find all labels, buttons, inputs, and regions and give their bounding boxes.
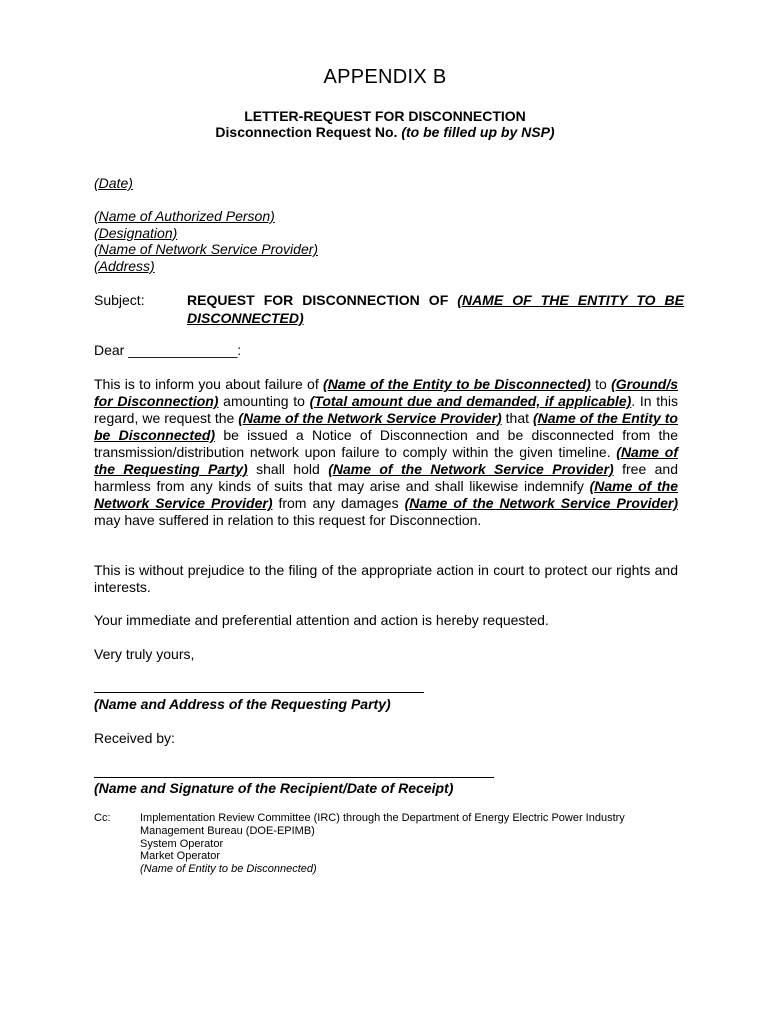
p1-text: . In this regard, we request the (94, 393, 679, 426)
provider-placeholder: (Name of the Network Service Provider) (238, 410, 502, 426)
requesting-party-caption: (Name and Address of the Requesting Party) (94, 696, 391, 712)
provider-placeholder: (Name of the Network Service Provider) (328, 461, 614, 477)
provider-placeholder: (Name of the Network Service Provider) (94, 478, 678, 511)
body-paragraph-3: Your immediate and preferential attention and action is hereby requested. (94, 612, 549, 628)
appendix-heading: APPENDIX B (323, 66, 447, 88)
p1-text: be issued a Notice of Disconnection and be disconnected from the transmission/distribution network upon failure to comply within the given timeline. (94, 427, 678, 460)
recipient-caption: (Name and Signature of the Recipient/Date of Receipt) (94, 780, 454, 796)
amount-placeholder: (Total amount due and demanded, if applicable) (309, 393, 632, 409)
request-number-line (0, 124, 770, 140)
closing: Very truly yours, (94, 646, 195, 662)
cc-label: Cc: (94, 812, 111, 824)
p1-text: that (501, 410, 533, 426)
subject-prefix: REQUEST FOR DISCONNECTION OF (187, 292, 458, 308)
entity-placeholder: (Name of the Entity to be Disconnected) (94, 410, 678, 443)
cc-list (140, 812, 674, 876)
p1-text: from any damages (272, 495, 405, 511)
subject-entity: (NAME OF THE ENTITY TO BE DISCONNECTED) (187, 292, 684, 326)
p1-text: This is to inform you about failure of (94, 376, 324, 392)
cc-item: Market Operator (140, 850, 221, 863)
p1-text: shall hold (247, 461, 329, 477)
body-paragraph-2: This is without prejudice to the filing of the appropriate action in court to protect our rights and interests. (94, 562, 678, 595)
subject-label: Subject: (94, 292, 145, 308)
signature-line-recipient (94, 777, 494, 778)
p1-text: may have suffered in relation to this request for Disconnection. (94, 512, 482, 528)
addressee-address: (Address) (94, 257, 155, 274)
cc-item: System Operator (140, 837, 224, 850)
addressee-provider: (Name of Network Service Provider) (94, 241, 319, 257)
signature-line-requesting-party (94, 692, 424, 693)
salutation: Dear ______________: (94, 342, 242, 358)
subject-text (187, 291, 684, 327)
grounds-placeholder: (Ground/s for Disconnection) (94, 376, 678, 409)
addressee-name: (Name of Authorized Person) (94, 208, 275, 224)
request-number-note: (to be filled up by NSP) (401, 124, 555, 140)
request-number-label: Disconnection Request No. (215, 124, 402, 140)
provider-placeholder: (Name of the Network Service Provider) (404, 495, 678, 511)
addressee-designation: (Designation) (94, 224, 178, 241)
cc-entity-note: (Name of Entity to be Disconnected) (140, 863, 317, 876)
p1-text: amounting to (218, 393, 310, 409)
p1-text: to (590, 376, 612, 392)
letter-title: LETTER-REQUEST FOR DISCONNECTION (244, 108, 526, 124)
p1-text: free and harmless from any kinds of suits that may arise and shall likewise indemnify (94, 461, 678, 494)
addressee-block (94, 208, 679, 274)
cc-item: Implementation Review Committee (IRC) through the Department of Energy Electric Power Industry Management Bureau (DOE-EPIMB) (140, 812, 625, 837)
body-paragraph-1 (94, 376, 678, 529)
received-by-label: Received by: (94, 730, 175, 746)
date-placeholder: (Date) (94, 175, 133, 191)
entity-placeholder: (Name of the Entity to be Disconnected) (323, 376, 591, 392)
requesting-party-placeholder: (Name of the Requesting Party) (94, 444, 678, 477)
